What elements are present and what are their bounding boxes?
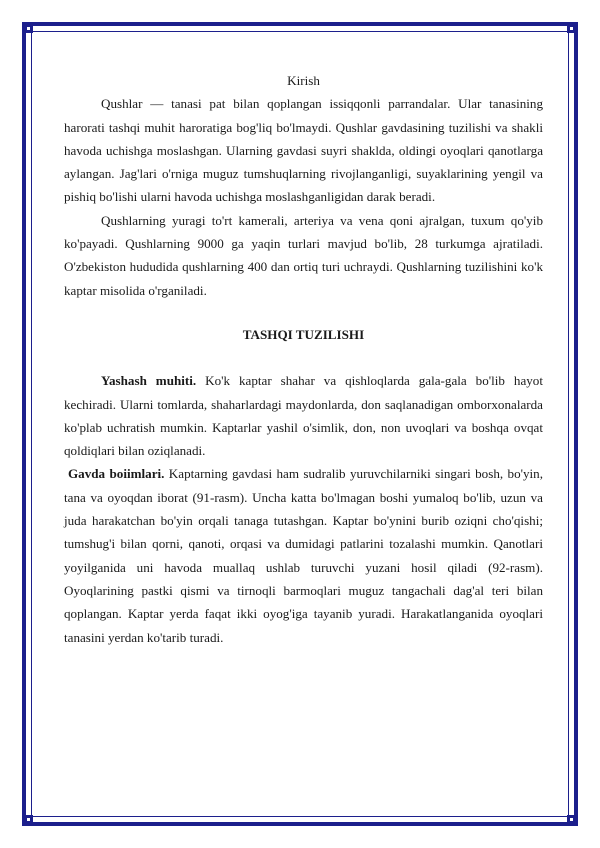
body-parts-text: Kaptarning gavdasi ham sudralib yuruvchilarniki singari bosh, bo'yin, tana va oyoqdan iborat (91-rasm). Uncha katta bo'lmagan boshi yumaloq bo'lib, uzun va juda harakatchan bo'yin orqali tanaga tutashgan. Kaptar bo'ynini burib oziqni cho'qishi; tumshug'i bilan qorni, qanoti, orqasi va dumidagi patlarini tozalashi mumkin. Qanotlari yoyilganida uni havoda muallaq ushlab turuvchi yuzani hosil qiladi (92-rasm). Oyoqlarining pastki qismi va tirnoqli barmoqlari muguz tangachali dag'al teri bilan qoplangan. Kaptar yerda faqat ikki oyog'iga tayanib yuradi. Harakatlanganida oyoqlari tanasini yerdan ko'tarib turadi. <box>64 466 543 645</box>
habitat-paragraph <box>64 369 543 462</box>
corner-ornament-icon <box>24 24 42 42</box>
body-parts-lead: Gavda boiimlari. <box>68 466 165 482</box>
body-parts-paragraph <box>64 462 543 648</box>
document-body <box>64 69 543 649</box>
corner-ornament-icon <box>24 806 42 824</box>
section-title: TASHQI TUZILISHI <box>242 326 365 342</box>
habitat-text: Ko'k kaptar shahar va qishloqlarda gala-gala bo'lib hayot kechiradi. Ularni tomlarda, shaharlardagi maydonlarda, don saqlanadigan omborxonalarda ko'plab uchratish mumkin. Kaptarlar yashil o'simlik, don, non uvoqlari va boshqa ovqat qoldiqlari bilan oziqlanadi. <box>64 373 543 459</box>
intro-paragraph-1: Qushlar — tanasi pat bilan qoplangan issiqqonli parrandalar. Ular tanasining harorati tashqi muhit haroratiga bog'liq bo'lmaydi. Qushlar gavdasining tuzilishi va shakli havoda uchishga moslashgan. Ularning gavdasi suyri shaklda, oldingi oyoqlari qanotlarga aylangan. Jag'lari o'rniga muguz tumshuqlarning rivojlanganligi, suyaklarining yengil va pishiq bo'lishi ularni havoda uchishga moslashganligidan darak beradi. <box>64 96 543 205</box>
intro-paragraph-2: Qushlarning yuragi to'rt kamerali, arteriya va vena qoni ajralgan, tuxum qo'yib ko'payadi. Qushlarning 9000 ga yaqin turlari mavjud bo'lib, 28 turkumga ajratiladi. O'zbekiston hududida qushlarning 400 dan ortiq turi uchraydi. Qushlarning tuzilishini ko'k kaptar misolida o'rganiladi. <box>64 212 543 298</box>
habitat-lead: Yashash muhiti. <box>101 373 197 389</box>
corner-ornament-icon <box>558 24 576 42</box>
page-title: Kirish <box>287 73 320 88</box>
corner-ornament-icon <box>558 806 576 824</box>
